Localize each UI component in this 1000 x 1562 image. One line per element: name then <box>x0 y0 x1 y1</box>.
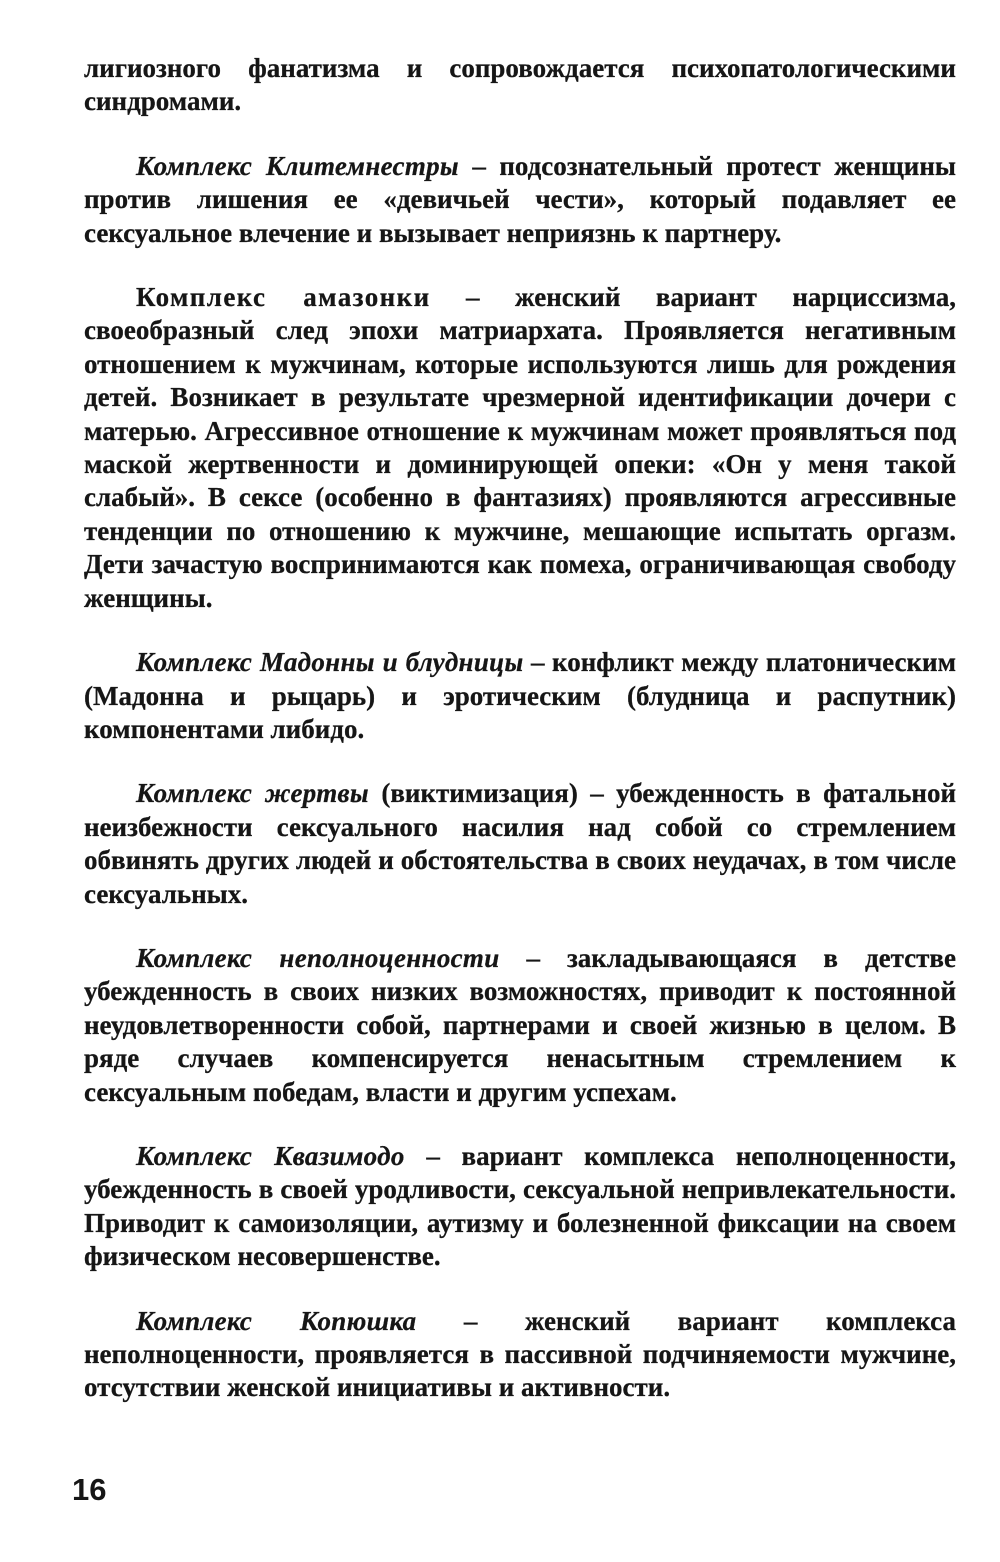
entry-term: Комплекс Мадонны и блудницы <box>136 647 524 678</box>
entry-kopyushka <box>84 1305 956 1405</box>
entry-term: Комплекс Клитемнестры <box>136 150 459 181</box>
entry-text: – подсознательный протест женщины против лишения ее «девичьей чести», который подавляет ее сексуальное влечение и вызывает неприязнь к партнеру. <box>84 150 956 248</box>
entry-text: (виктимизация) – убежденность в фатальной неизбежности сексуального насилия над собой со стремлением обвинять других людей и обстоятельства в своих неудачах, в том числе сексуальных. <box>84 778 957 909</box>
entry-text: – женский вариант нарциссизма, своеобразный след эпохи матриархата. Проявляется негативным отношением к мужчинам, которые используются лишь для рождения детей. Возникает в результате чрезмерной идентификации дочери с матерью. Агрессивное отношение к мужчинам может проявляться под маской жертвенности и доминирующей опеки: «Он у меня такой слабый». В сексе (особенно в фантазиях) проявляются агрессивные тенденции по отношению к мужчине, мешающие испытать оргазм. Дети зачастую воспринимаются как помеха, ограничивающая свободу женщины. <box>84 282 956 613</box>
intro-paragraph: лигиозного фанатизма и сопровождается психопатологическими синдромами. <box>84 53 956 117</box>
entry-text: – закладывающаяся в детстве убежденность в своих низких возможностях, приводит к постоянной неудовлетворенности собой, партнерами и своей жизнью в целом. В ряде случаев компенсируется ненасытным стремлением к сексуальным победам, власти и другим успехам. <box>84 942 956 1107</box>
entry-term: Комплекс Копюшка <box>136 1305 417 1336</box>
entry-victim <box>84 777 956 911</box>
page-body <box>84 52 956 1405</box>
entry-term: Комплекс жертвы <box>136 778 369 809</box>
entry-quasimodo <box>84 1140 956 1274</box>
entry-amazon <box>84 281 956 615</box>
entry-inferiority <box>84 942 956 1109</box>
entry-term: Комплекс неполноценности <box>136 942 500 973</box>
entry-text: – женский вариант комплекса неполноценности, проявляется в пассивной подчиняемости мужчине, отсутствии женской инициативы и активности. <box>84 1305 956 1403</box>
entry-term: Комплекс Квазимодо <box>136 1140 405 1171</box>
page-number: 16 <box>72 1472 107 1507</box>
entry-clytemnestra <box>84 150 956 250</box>
entry-madonna <box>84 646 956 746</box>
entry-text: – вариант комплекса неполноценности, убежденность в своей уродливости, сексуальной непривлекательности. Приводит к самоизоляции, аутизму и болезненной фиксации на своем физическом несовершенстве. <box>84 1140 956 1272</box>
entry-text: – конфликт между платоническим (Мадонна и рыцарь) и эротическим (блудница и распутник) компонентами либидо. <box>84 647 956 744</box>
entry-term: Комплекс амазонки <box>136 282 431 313</box>
